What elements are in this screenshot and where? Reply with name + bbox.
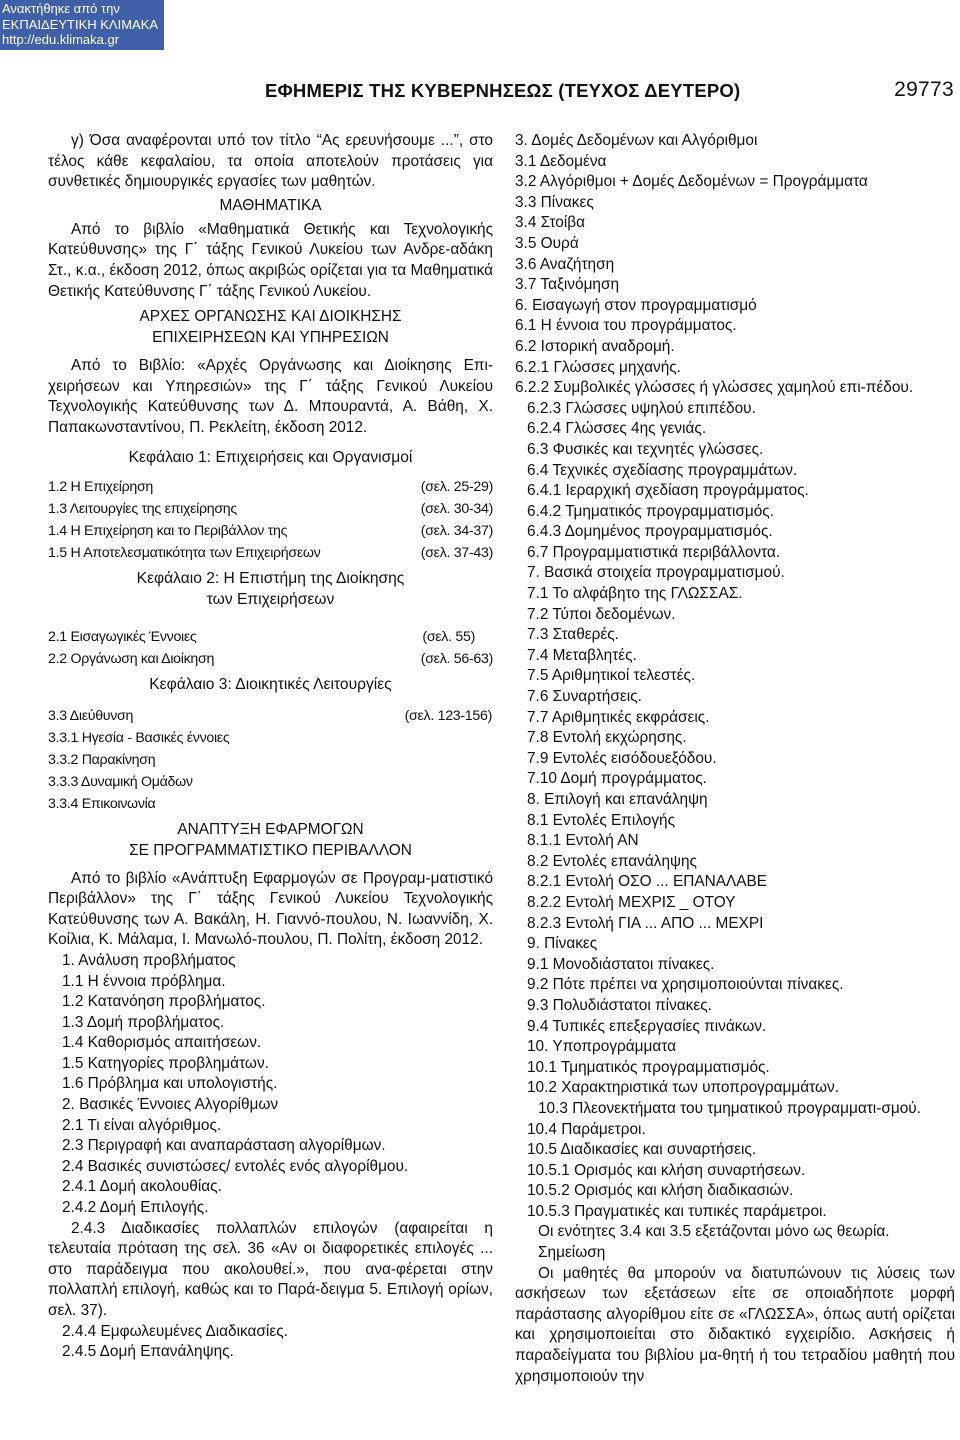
list-item: 3. Δομές Δεδομένων και Αλγόριθμοι [515, 132, 758, 149]
right-column [515, 131, 955, 1387]
list-item: 8.1.1 Εντολή ΑΝ [527, 832, 639, 850]
gazette-title: ΕΦΗΜΕΡΙΣ ΤΗΣ ΚΥΒΕΡΝΗΣΕΩΣ (ΤΕΥΧΟΣ ΔΕΥΤΕΡΟ) [265, 80, 741, 101]
list-item: 1.6 Πρόβλημα και υπολογιστής. [62, 1075, 278, 1093]
toc-subitem: 3.3.4 Επικοινωνία [48, 795, 156, 812]
gazette-header [0, 80, 960, 110]
item-103-paragraph: 10.3 Πλεονεκτήματα του τμηματικού προγραμματι-σμού. [538, 1099, 921, 1117]
list-item: 7.6 Συναρτήσεις. [527, 688, 642, 706]
list-item: 6.4.3 Δομημένος προγραμματισμός. [527, 523, 773, 541]
retrieved-url-link[interactable]: http://edu.klimaka.gr [2, 32, 120, 47]
list-item: 1. Ανάλυση προβλήματος [62, 951, 236, 969]
list-item: 9.1 Μονοδιάστατοι πίνακες. [527, 955, 715, 973]
toc-subitem: 3.3.3 Δυναμική Ομάδων [48, 773, 193, 790]
list-item: 6.4 Τεχνικές σχεδίασης προγραμμάτων. [527, 461, 798, 479]
list-item: 2.4 Βασικές συνιστώσες/ εντολές ενός αλγορίθμου. [62, 1157, 409, 1175]
list-item: 7.10 Δομή προγράμματος. [527, 770, 707, 788]
list-item: 7.9 Εντολές εισόδουεξόδου. [527, 749, 717, 767]
chapter-1-toc [48, 476, 493, 564]
dev-multi-choice-paragraph: 2.4.3 Διαδικασίες πολλαπλών επιλογών (αφαιρείται η τελευταία πρόταση της σελ. 36 «Αν οι διαφορετικές επιλογές ... στο παράδειγμα που ακολουθεί.», που ανα-φέρεται στην πολλαπλή επιλογή, καθώς και το Παρά-δειγμα 5. Επιλογή ορίων, σελ. 37). [48, 1219, 493, 1319]
chapter-2-heading-line-1: Κεφάλαιο 2: Η Επιστήμη της Διοίκησης [136, 569, 405, 587]
toc-label: 2.2 Οργάνωση και Διοίκηση [48, 650, 215, 667]
toc-row [48, 520, 493, 542]
left-column [48, 131, 493, 1363]
retrieved-from-banner [0, 0, 164, 50]
toc-subitem: 3.3.1 Ηγεσία - Βασικές έννοιες [48, 729, 230, 746]
list-item: 7.2 Τύποι δεδομένων. [527, 605, 676, 623]
toc-page: (σελ. 30-34) [420, 500, 493, 517]
dev-items-list [48, 951, 493, 1219]
toc-row [48, 648, 493, 670]
list-item: 6.3 Φυσικές και τεχνητές γλώσσες. [527, 440, 764, 458]
list-item: 10.5 Διαδικασίες και συναρτήσεις. [527, 1141, 757, 1159]
note-heading: Σημείωση [538, 1244, 606, 1262]
toc-page: (σελ. 25-29) [420, 478, 493, 495]
retrieved-line-1: Ανακτήθηκε από την [2, 1, 120, 16]
list-item: 8.2 Εντολές επανάληψης [527, 852, 697, 870]
list-item: 7.4 Μεταβλητές. [527, 646, 637, 664]
toc-label: 1.2 Η Επιχείρηση [48, 478, 153, 495]
list-item: 1.3 Δομή προβλήματος. [62, 1013, 225, 1031]
list-item: 3.1 Δεδομένα [515, 152, 607, 170]
toc-row [48, 705, 492, 727]
list-item: 3.2 Αλγόριθμοι + Δομές Δεδομένων = Προγράμματα [515, 173, 868, 191]
list-item: 10.5.1 Ορισμός και κλήση συναρτήσεων. [527, 1161, 806, 1179]
org-heading-line-1: ΑΡΧΕΣ ΟΡΓΑΝΩΣΗΣ ΚΑΙ ΔΙΟΙΚΗΣΗΣ [139, 308, 402, 326]
list-item: 10.1 Τμηματικός προγραμματισμός. [527, 1058, 770, 1076]
math-heading: ΜΑΘΗΜΑΤΙΚΑ [219, 196, 322, 214]
list-item: 10.2 Χαρακτηριστικά των υποπρογραμμάτων. [527, 1079, 840, 1097]
list-item: 9.4 Τυπικές επεξεργασίες πινάκων. [527, 1017, 767, 1035]
org-paragraph: Από το Βιβλίο: «Αρχές Οργάνωσης και Διοίκησης Επι-χειρήσεων και Υπηρεσιών» της Γ΄ τάξης Γενικού Λυκείου Τεχνολογικής Κατεύθυνσης των Δ. Μπουραντά, Α. Βάθη, Χ. Παπακωνσταντίνου, Π. Ρεκλείτη, έκδοση 2012. [48, 357, 493, 436]
list-item: 3.7 Ταξινόμηση [515, 276, 620, 294]
list-item: 2.4.1 Δομή ακολουθίας. [62, 1178, 222, 1196]
list-item: 7.5 Αριθμητικοί τελεστές. [527, 667, 696, 685]
list-item: 6.1 Η έννοια του προγράμματος. [515, 317, 737, 335]
note-paragraph: Οι μαθητές θα μπορούν να διατυπώνουν τις λύσεις των ασκήσεων των εξετάσεων είτε σε οποιαδήποτε μορφή παράστασης αλγορίθμου είτε σε «ΓΛΩΣΣΑ», όπως αυτή ορίζεται και χρησιμοποιείται στο διδακτικό εγχειρίδιο. Ασκήσεις ή παραδείγματα του βιβλίου μα-θητή ή του τετραδίου μαθητή που χρησιμοποιούν την [515, 1264, 955, 1385]
chapter-3-toc [48, 705, 493, 815]
chapter-2-heading-line-2: των Επιχειρήσεων [206, 590, 335, 608]
list-item: 3.5 Ουρά [515, 234, 579, 252]
toc-page: (σελ. 37-43) [420, 544, 493, 561]
toc-label: 1.5 Η Αποτελεσματικότητα των Επιχειρήσεων [48, 544, 321, 561]
units-note: Οι ενότητες 3.4 και 3.5 εξετάζονται μόνο ως θεωρία. [538, 1223, 890, 1241]
list-item: 8.2.2 Εντολή ΜΕΧΡΙΣ _ ΟΤΟΥ [527, 893, 736, 911]
list-item: 3.3 Πίνακες [515, 193, 594, 211]
dev-paragraph: Από το βιβλίο «Ανάπτυξη Εφαρμογών σε Προγραμ-ματιστικό Περιβάλλον» της Γ΄ τάξης Γενικού Λυκείου Τεχνολογικής Κατεύθυνσης των Α. Βακάλη, Η. Γιαννό-πουλου, Ν. Ιωαννίδη, Χ. Κοίλια, Κ. Μάλαμα, Ι. Μανωλό-πουλου, Π. Πολίτη, έκδοση 2012. [48, 869, 493, 949]
toc-page: (σελ. 55) [422, 628, 475, 645]
list-item: 8.2.3 Εντολή ΓΙΑ ... ΑΠΟ ... ΜΕΧΡΙ [527, 914, 764, 932]
toc-label: 1.4 Η Επιχείρηση και το Περιβάλλον της [48, 522, 288, 539]
list-item: 8.1 Εντολές Επιλογής [527, 811, 676, 829]
list-item: 10.4 Παράμετροι. [527, 1120, 646, 1138]
list-item: 6.7 Προγραμματιστικά περιβάλλοντα. [527, 543, 781, 561]
list-item: 6. Εισαγωγή στον προγραμματισμό [515, 296, 757, 314]
dev-heading-line-2: ΣΕ ΠΡΟΓΡΑΜΜΑΤΙΣΤΙΚΟ ΠΕΡΙΒΑΛΛΟΝ [129, 841, 412, 859]
list-item: 6.2.3 Γλώσσες υψηλού επιπέδου. [527, 399, 756, 417]
chapter-1-heading: Κεφάλαιο 1: Επιχειρήσεις και Οργανισμοί [128, 448, 413, 466]
list-item: 3.4 Στοίβα [515, 214, 586, 232]
toc-row [48, 476, 493, 498]
org-heading-line-2: ΕΠΙΧΕΙΡΗΣΕΩΝ ΚΑΙ ΥΠΗΡΕΣΙΩΝ [152, 329, 389, 347]
toc-row [48, 626, 493, 648]
retrieved-line-2: ΕΚΠΑΙΔΕΥΤΙΚΗ ΚΛΙΜΑΚΑ [2, 16, 159, 32]
list-item: 8.2.1 Εντολή ΟΣΟ ... ΕΠΑΝΑΛΑΒΕ [527, 873, 768, 891]
toc-subitem: 3.3.2 Παρακίνηση [48, 751, 156, 768]
list-item: 8. Επιλογή και επανάληψη [527, 791, 708, 808]
list-item: 6.4.2 Τμηματικός προγραμματισμός. [527, 502, 774, 520]
toc-label: 1.3 Λειτουργίες της επιχείρησης [48, 500, 237, 517]
programming-items-list [515, 399, 955, 1099]
chapter-2-toc [48, 626, 493, 670]
list-item: 7.1 Το αλφάβητο της ΓΛΩΣΣΑΣ. [527, 585, 743, 603]
chapter-3-heading: Κεφάλαιο 3: Διοικητικές Λειτουργίες [149, 675, 392, 693]
intro-paragraph: γ) Όσα αναφέρονται υπό τον τίτλο “Ας ερευνήσουμε ...”, στο τέλος κάθε κεφαλαίου, τα οποία αποτελούν προτάσεις για συνθετικές δημιουργικές εργασίες των μαθητών. [48, 132, 493, 191]
list-item: 7.3 Σταθερές. [527, 626, 619, 644]
toc-page: (σελ. 123-156) [404, 707, 492, 724]
list-item: 9. Πίνακες [527, 935, 598, 953]
list-item: 9.3 Πολυδιάστατοι πίνακες. [527, 996, 712, 1014]
list-item: 1.4 Καθορισμός απαιτήσεων. [62, 1034, 262, 1052]
list-item: 2.3 Περιγραφή και αναπαράσταση αλγορίθμων. [62, 1137, 386, 1155]
list-item: 2.4.2 Δομή Επιλογής. [62, 1199, 209, 1217]
toc-page: (σελ. 34-37) [420, 522, 493, 539]
toc-label: 2.1 Εισαγωγικές Έννοιες [48, 628, 197, 645]
dev-heading-line-1: ΑΝΑΠΤΥΞΗ ΕΦΑΡΜΟΓΩΝ [177, 820, 364, 838]
list-item: 3.6 Αναζήτηση [515, 255, 615, 273]
list-item: 6.4.1 Ιεραρχική σχεδίαση προγράμματος. [527, 482, 809, 500]
list-item: 2. Βασικές Έννοιες Αλγορίθμων [62, 1096, 279, 1114]
list-item: 2.4.5 Δομή Επανάληψης. [62, 1343, 234, 1361]
page-number: 29773 [894, 78, 954, 101]
toc-row [48, 542, 493, 564]
toc-label: 3.3 Διεύθυνση [48, 707, 134, 724]
list-item: 6.2 Ιστορική αναδρομή. [515, 337, 675, 355]
toc-row [48, 498, 493, 520]
list-item: 7. Βασικά στοιχεία προγραμματισμού. [527, 564, 785, 582]
list-item: 1.1 Η έννοια πρόβλημα. [62, 972, 226, 990]
item-622-paragraph: 6.2.2 Συμβολικές γλώσσες ή γλώσσες χαμηλού επι-πέδου. [515, 379, 914, 397]
list-item: 1.2 Κατανόηση προβλήματος. [62, 993, 266, 1011]
list-item: 1.5 Κατηγορίες προβλημάτων. [62, 1054, 269, 1072]
list-item: 6.2.4 Γλώσσες 4ης γενιάς. [527, 420, 707, 438]
list-item: 2.1 Τι είναι αλγόριθμος. [62, 1116, 222, 1134]
list-item: 10. Υποπρογράμματα [527, 1038, 677, 1056]
list-item: 7.7 Αριθμητικές εκφράσεις. [527, 708, 710, 726]
list-item: 7.8 Εντολή εκχώρησης. [527, 729, 687, 747]
math-paragraph: Από το βιβλίο «Μαθηματικά Θετικής και Τεχνολογικής Κατεύθυνσης» της Γ΄ τάξης Γενικού Λυκείου των Ανδρε-αδάκη Στ., κ.α., έκδοση 2012, όπως ακριβώς ορίζεται για τα Μαθηματικά Θετικής Κατεύθυνσης Γ΄ τάξης Γενικού Λυκείου. [48, 220, 493, 300]
list-item: 10.5.3 Πραγματικές και τυπικές παράμετροι. [527, 1202, 827, 1220]
toc-page: (σελ. 56-63) [420, 650, 493, 667]
list-item: 10.5.2 Ορισμός και κλήση διαδικασιών. [527, 1182, 794, 1200]
list-item: 2.4.4 Εμφωλευμένες Διαδικασίες. [62, 1322, 288, 1340]
list-item: 9.2 Πότε πρέπει να χρησιμοποιούνται πίνακες. [527, 976, 844, 994]
list-item: 6.2.1 Γλώσσες μηχανής. [515, 358, 681, 376]
